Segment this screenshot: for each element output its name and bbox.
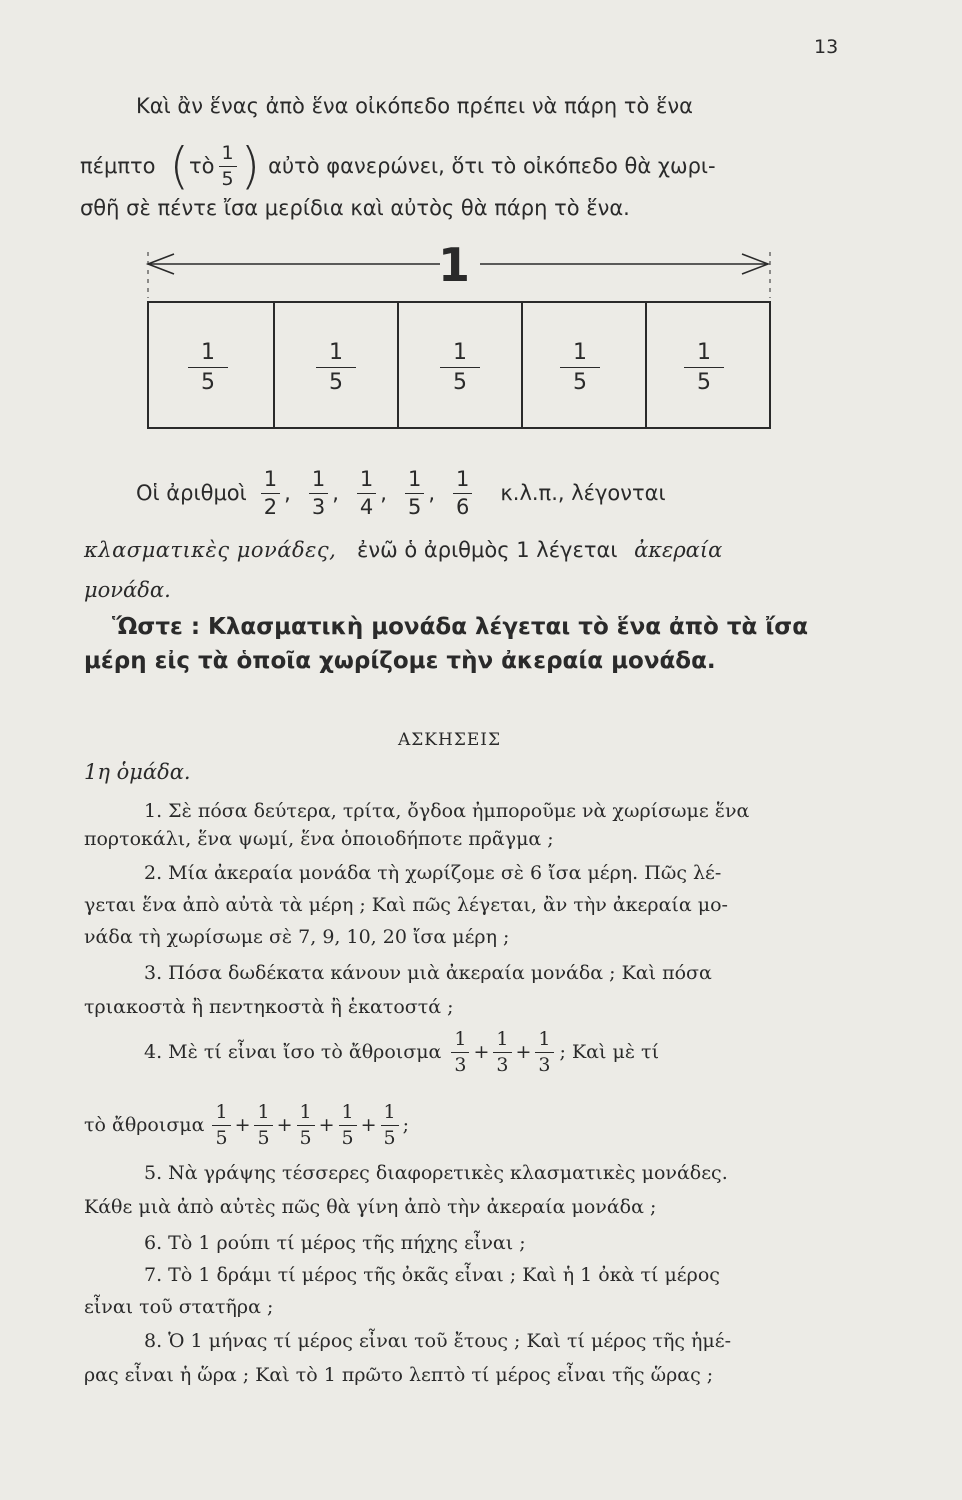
ex4-frac-2-den: 3 <box>496 1053 509 1076</box>
plus-sign: + <box>276 1114 293 1136</box>
rule-line-1: Ὥστε : Κλασματικὴ μονάδα λέγεται τὸ ἕνα ἀπὸ τὰ ἴσα <box>112 614 809 640</box>
def-frac-4-den: 5 <box>407 494 422 519</box>
intro-line-3: σθῆ σὲ πέντε ἴσα μερίδια καὶ αὐτὸς θὰ πάρη τὸ ἕνα. <box>80 196 630 220</box>
cell-3-num: 1 <box>440 340 480 368</box>
exercise-line: γεται ἕνα ἀπὸ αὐτὰ τὰ μέρη ; Καὶ πῶς λέγεται, ἂν τὴν ἀκεραία μο- <box>84 894 728 916</box>
cell-1-num: 1 <box>188 340 228 368</box>
cell-5-num: 1 <box>684 340 724 368</box>
comma: , <box>284 481 291 505</box>
exercise-line: πορτοκάλι, ἕνα ψωμί, ἕνα ὁποιοδήποτε πρᾶγμα ; <box>84 828 554 850</box>
cell-fraction-1 <box>188 340 228 395</box>
definition-line-1 <box>136 464 666 522</box>
intro-paren-text: τὸ <box>189 154 215 178</box>
def-frac-3 <box>357 466 376 519</box>
ex4-frac-3-den: 3 <box>538 1053 551 1076</box>
cell-4-num: 1 <box>560 340 600 368</box>
intro-line-2a: πέμπτο <box>80 154 156 178</box>
ex4-text-d: ; <box>402 1114 410 1136</box>
ex4b-frac-1-num: 1 <box>212 1103 230 1126</box>
comma: , <box>332 481 339 505</box>
cell-fraction-4 <box>560 340 600 395</box>
ex4b-frac-4-den: 5 <box>341 1126 354 1149</box>
cell-1-den: 5 <box>201 370 215 395</box>
ex4-frac-1-den: 3 <box>454 1053 467 1076</box>
def-italic-1: κλασματικὲς μονάδες, <box>84 538 337 562</box>
cell-fraction-5 <box>684 340 724 395</box>
comma: , <box>380 481 387 505</box>
ex4b-frac-4 <box>339 1100 357 1149</box>
ex4b-frac-2 <box>254 1100 272 1149</box>
plus-sign: + <box>515 1041 532 1063</box>
plus-sign: + <box>473 1041 490 1063</box>
definition-line-3: μονάδα. <box>84 578 171 602</box>
exercise-line: 3. Πόσα δωδέκατα κάνουν μιὰ ἀκεραία μονάδα ; Καὶ πόσα <box>144 962 712 984</box>
plus-sign: + <box>234 1114 251 1136</box>
rule-line-2: μέρη εἰς τὰ ὁποῖα χωρίζομε τὴν ἀκεραία μονάδα. <box>84 648 716 674</box>
ex4-frac-2 <box>493 1027 511 1076</box>
exercise-4-line-1 <box>144 1024 659 1080</box>
ex4b-frac-1-den: 5 <box>215 1126 228 1149</box>
def-frac-3-num: 1 <box>357 469 376 494</box>
plus-sign: + <box>318 1114 335 1136</box>
ex4b-frac-2-num: 1 <box>254 1103 272 1126</box>
def-frac-5-num: 1 <box>453 469 472 494</box>
intro-frac-den: 5 <box>221 167 234 190</box>
ex4b-frac-1 <box>212 1100 230 1149</box>
exercise-line: Κάθε μιὰ ἀπὸ αὐτὲς πῶς θὰ γίνη ἀπὸ τὴν ἀκεραία μονάδα ; <box>84 1196 657 1218</box>
intro-frac-num: 1 <box>219 144 237 167</box>
def-frac-2-num: 1 <box>309 469 328 494</box>
def-frac-4-num: 1 <box>405 469 424 494</box>
def-frac-5 <box>453 466 472 519</box>
exercise-line: ρας εἶναι ἡ ὥρα ; Καὶ τὸ 1 πρῶτο λεπτὸ τί μέρος εἶναι τῆς ὥρας ; <box>84 1364 714 1386</box>
definition-line-2 <box>84 538 722 562</box>
open-paren: ( <box>169 137 190 195</box>
def-mid: ἐνῶ ὁ ἀριθμὸς 1 λέγεται <box>357 538 618 562</box>
cell-2-den: 5 <box>329 370 343 395</box>
ex4b-frac-3-den: 5 <box>299 1126 312 1149</box>
ex4-text-a: 4. Μὲ τί εἶναι ἴσο τὸ ἄθροισμα <box>144 1041 442 1063</box>
ex4b-frac-2-den: 5 <box>257 1126 270 1149</box>
exercise-line: τριακοστὰ ἢ πεντηκοστὰ ἢ ἑκατοστά ; <box>84 996 454 1018</box>
exercise-line: 6. Τὸ 1 ρούπι τί μέρος τῆς πήχης εἶναι ; <box>144 1232 526 1254</box>
ex4-frac-3-num: 1 <box>535 1030 553 1053</box>
intro-line-2b: αὐτὸ φανερώνει, ὅτι τὸ οἰκόπεδο θὰ χωρι- <box>268 154 716 178</box>
exercise-line: 2. Μία ἀκεραία μονάδα τὴ χωρίζομε σὲ 6 ἴσα μέρη. Πῶς λέ- <box>144 862 722 884</box>
def-frac-5-den: 6 <box>456 494 470 519</box>
cell-3-den: 5 <box>453 370 467 395</box>
cell-4-den: 5 <box>573 370 587 395</box>
ex4b-frac-3 <box>297 1100 315 1149</box>
ex4-frac-3 <box>535 1027 553 1076</box>
def-frac-2-den: 3 <box>311 494 326 519</box>
page-number: 13 <box>814 36 839 58</box>
exercise-line: 7. Τὸ 1 δράμι τί μέρος τῆς ὀκᾶς εἶναι ; Καὶ ἡ 1 ὀκὰ τί μέρος <box>144 1264 720 1286</box>
def-frac-1 <box>261 466 280 519</box>
cell-fraction-3 <box>440 340 480 395</box>
ex4-text-c: τὸ ἄθροισμα <box>84 1114 205 1136</box>
exercise-4-line-2 <box>84 1094 409 1156</box>
ex4-frac-2-num: 1 <box>493 1030 511 1053</box>
exercise-line: 8. Ὁ 1 μήνας τί μέρος εἶναι τοῦ ἔτους ; Καὶ τί μέρος τῆς ἡμέ- <box>144 1330 732 1352</box>
exercise-line: 1. Σὲ πόσα δεύτερα, τρίτα, ὄγδοα ἠμποροῦμε νὰ χωρίσωμε ἕνα <box>144 800 750 822</box>
exercise-line: νάδα τὴ χωρίσωμε σὲ 7, 9, 10, 20 ἴσα μέρη ; <box>84 926 510 948</box>
intro-line-2 <box>80 138 716 194</box>
ex4b-frac-5-den: 5 <box>383 1126 396 1149</box>
def-italic-2: ἀκεραία <box>634 538 723 562</box>
ex4-frac-1-num: 1 <box>451 1030 469 1053</box>
def-frac-3-den: 4 <box>359 494 374 519</box>
cell-5-den: 5 <box>697 370 711 395</box>
ex4-frac-1 <box>451 1027 469 1076</box>
intro-fraction <box>219 141 237 190</box>
plus-sign: + <box>360 1114 377 1136</box>
exercise-line: 5. Νὰ γράψης τέσσερες διαφορετικὲς κλασματικὲς μονάδες. <box>144 1162 728 1184</box>
ex4b-frac-5 <box>381 1100 399 1149</box>
cell-2-num: 1 <box>316 340 356 368</box>
definition-lead: Οἱ ἀριθμοὶ <box>136 481 247 505</box>
exercises-heading: ΑΣΚΗΣΕΙΣ <box>398 730 501 750</box>
ex4b-frac-5-num: 1 <box>381 1103 399 1126</box>
intro-line-1: Καὶ ἂν ἕνας ἀπὸ ἕνα οἰκόπεδο πρέπει νὰ πάρη τὸ ἕνα <box>136 94 693 118</box>
exercise-line: εἶναι τοῦ στατῆρα ; <box>84 1296 274 1318</box>
def-frac-1-num: 1 <box>261 469 280 494</box>
ex4-text-b: ; Καὶ μὲ τί <box>559 1041 660 1063</box>
close-paren: ) <box>240 137 261 195</box>
ex4b-frac-4-num: 1 <box>339 1103 357 1126</box>
ex4b-frac-3-num: 1 <box>297 1103 315 1126</box>
exercise-group-label: 1η ὁμάδα. <box>84 760 191 784</box>
def-frac-1-den: 2 <box>263 494 278 519</box>
comma: , <box>428 481 436 505</box>
whole-unit-label: 1 <box>438 238 471 292</box>
def-frac-4 <box>405 466 424 519</box>
definition-tail: κ.λ.π., λέγονται <box>500 481 666 505</box>
cell-fraction-2 <box>316 340 356 395</box>
def-frac-2 <box>309 466 328 519</box>
